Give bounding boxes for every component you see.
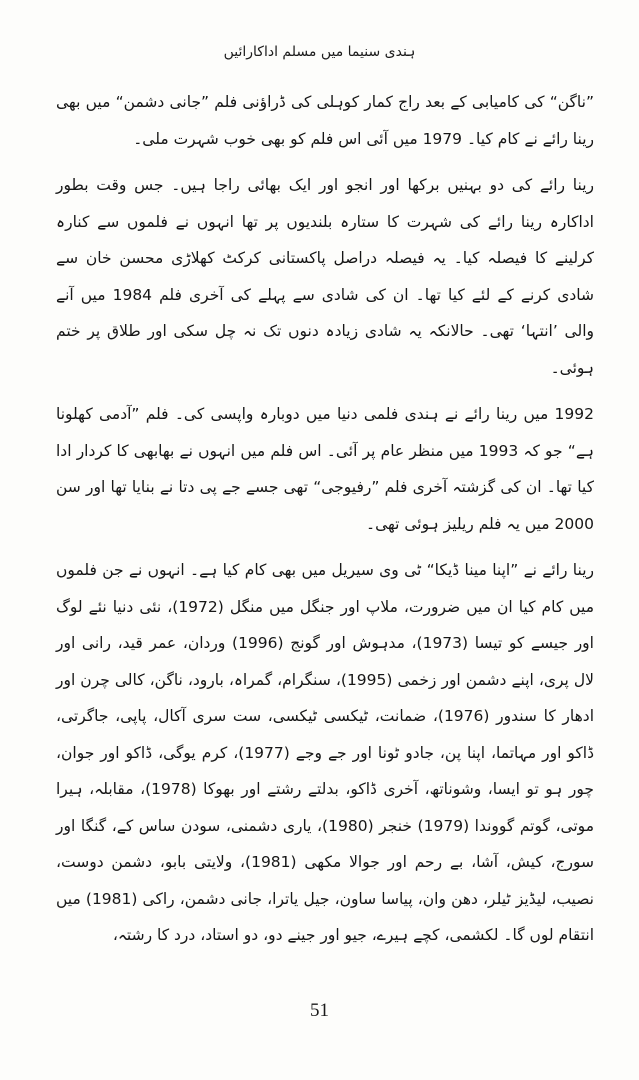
paragraph: 1992 میں رینا رائے نے ہندی فلمی دنیا میں دوبارہ واپسی کی۔ فلم ”آدمی کھلونا ہے“ جو کہ 1993 میں منظر عام پر آئی۔ اس فلم میں انہوں نے بھابھی کا کردار ادا کیا تھا۔ ان کی گزشتہ آخری فلم ”رفیوجی“ تھی جسے جے پی دتا نے بنایا تھا اور سن 2000 میں یہ فلم ریلیز ہوئی تھی۔ xyxy=(56,405,595,533)
page-body xyxy=(56,84,594,964)
running-header: ہندی سنیما میں مسلم اداکارائیں xyxy=(223,44,416,60)
paragraph: رینا رائے نے ”اپنا مینا ڈیکا“ ٹی وی سیریل میں بھی کام کیا ہے۔ انہوں نے جن فلموں میں کام کیا ان میں ضرورت، ملاپ اور جنگل میں منگل (1972)، نئی دنیا نئے لوگ اور جیسے کو تیسا (1973)، مدہوش اور گونج (1996) وردان، عمر قید، رانی اور لال پری، اپنے دشمن اور زخمی (1995)، سنگرام، گمراہ، بارود، ناگن، کالی چرن اور ادھار کا سندور (1976)، ضمانت، ٹیکسی ٹیکسی، ست سری آکال، پاپی، جاگرتی، ڈاکو اور مہاتما، اپنا پن، جادو ٹونا اور جے وجے (1977)، کرم یوگی، ڈاکو اور جوان، چور ہو تو ایسا، وشوناتھ، آخری ڈاکو، بدلتے رشتے اور بھوکا (1978)، مقابلہ، ہیرا موتی، گوتم گووندا (1979) خنجر (1980)، یاری دشمنی، سودن ساس کے، گنگا اور سورج، کیش، آشا، بے رحم اور جوالا مکھی (1981)، ولایتی بابو، دشمن دوست، نصیب، لیڈیز ٹیلر، دھن وان، پیاسا ساون، جیل یاترا، جانی دشمن، راکی (1981) میں انتقام لوں گا۔ لکشمی، کچے ہیرے، جیو اور جینے دو، دو استاد، درد کا رشتہ، xyxy=(56,561,595,944)
paragraph: ”ناگن“ کی کامیابی کے بعد راج کمار کوہلی کی ڈراؤنی فلم ”جانی دشمن“ میں بھی رینا رائے نے کام کیا۔ 1979 میں آئی اس فلم کو بھی خوب شہرت ملی۔ xyxy=(56,93,594,148)
paragraph: رینا رائے کی دو بہنیں برکھا اور انجو اور ایک بھائی راجا ہیں۔ جس وقت بطور اداکارہ رینا رائے کی شہرت کا ستارہ بلندیوں پر تھا انہوں نے فلموں سے کنارہ کرلینے کا فیصلہ کیا۔ یہ فیصلہ دراصل پاکستانی کرکٹ کھلاڑی محسن خان سے شادی کرنے کے لئے کیا تھا۔ ان کی شادی سے پہلے کی آخری فلم 1984 میں آنے والی ’انتہا‘ تھی۔ حالانکہ یہ شادی زیادہ دنوں تک نہ چل سکی اور طلاق پر ختم ہوئی۔ xyxy=(56,176,594,377)
page-number: 51 xyxy=(310,1000,329,1021)
